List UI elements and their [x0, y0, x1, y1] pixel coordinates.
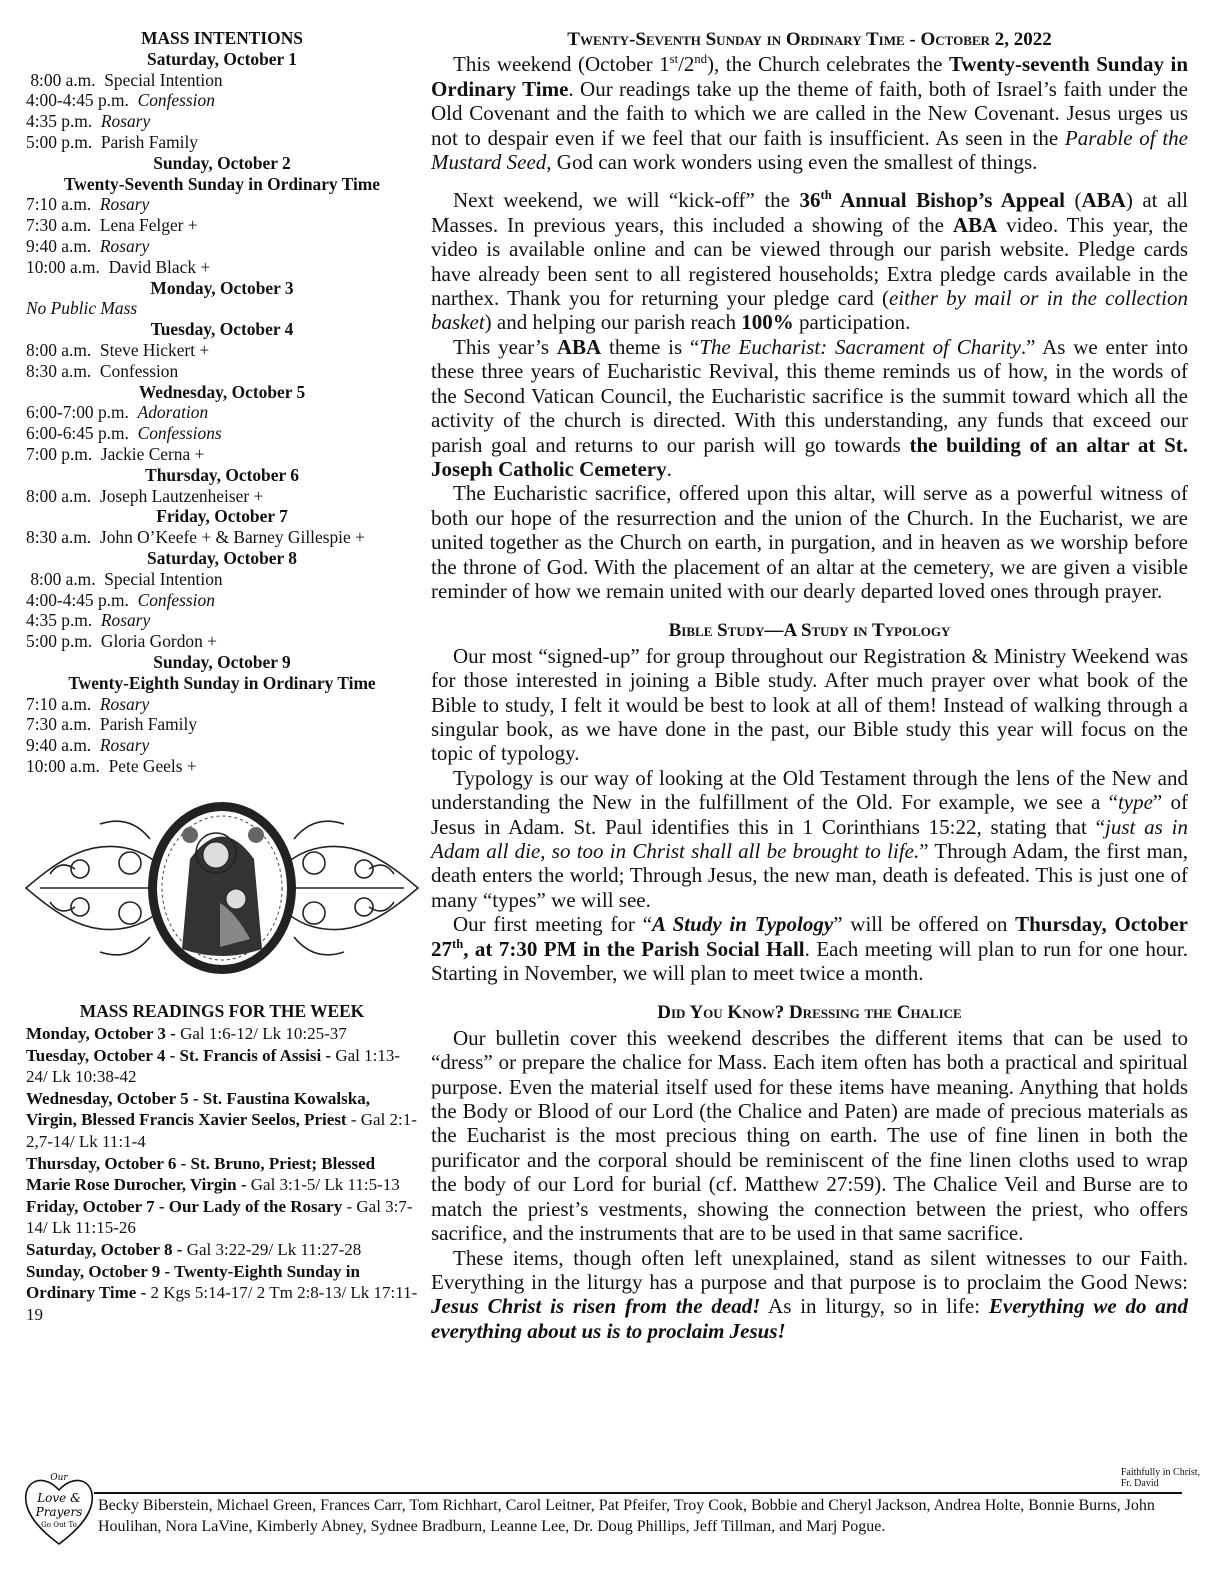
- reading-day: Friday, October 7 - Our Lady of the Rosary: [26, 1196, 343, 1216]
- intention-time: 7:30 a.m.: [26, 215, 92, 236]
- reading-refs: Gal 3:1-5/ Lk 11:5-13: [250, 1175, 400, 1195]
- reading-day: Sunday, October 9 - Twenty-Eighth Sunday in Ordinary Time -: [26, 1261, 360, 1303]
- reading-refs: Gal 1:13-24/ Lk 10:38-42: [26, 1045, 401, 1087]
- intention-time: 10:00 a.m.: [26, 755, 100, 776]
- intention-time: 7:30 a.m.: [26, 714, 92, 735]
- intention-row: [26, 298, 418, 319]
- intention-time: 8:30 a.m.: [26, 360, 92, 381]
- reading-day: Monday, October 3 -: [26, 1024, 181, 1044]
- reading-day: Wednesday, October 5 - St. Faustina Kowalska, Virgin, Blessed Francis Xavier Seelos, Priest: [26, 1088, 370, 1130]
- intention-row: [26, 111, 418, 132]
- intention-row: [26, 236, 418, 257]
- intention-row: [26, 423, 418, 444]
- intention-day-heading: Thursday, October 6: [145, 464, 299, 485]
- intention-desc: Pete Geels +: [108, 755, 197, 776]
- readings-list: [26, 1023, 418, 1325]
- intention-desc: Confession: [137, 589, 215, 610]
- intention-desc: Rosary: [99, 235, 150, 256]
- madonna-engraving: [20, 799, 424, 977]
- intention-row: [26, 444, 418, 465]
- intention-desc: Parish Family: [100, 131, 198, 152]
- reading-row: [26, 1239, 418, 1261]
- intention-desc: John O’Keefe + & Barney Gillespie +: [99, 527, 365, 548]
- intention-day-heading: Saturday, October 8: [147, 547, 297, 568]
- intention-time: 10:00 a.m.: [26, 256, 100, 277]
- svg-text:Love &: Love &: [37, 1491, 81, 1505]
- bible-paragraph-1: Our most “signed-up” for group throughout our Registration & Ministry Weekend was for those interested in joining a Bible study. After much prayer over what book of the Bible to study, I felt it would be best to look at all of them! Instead of walking through a singular book, as we have done in the past, our Bible study this year will focus on the topic of typology.: [431, 643, 1188, 766]
- intention-day-heading: Sunday, October 9: [153, 651, 291, 672]
- footer-rule: [94, 1492, 1182, 1494]
- intention-time: 8:30 a.m.: [26, 527, 92, 548]
- intention-row: [26, 402, 418, 423]
- intention-row: [26, 70, 418, 91]
- reading-row: [26, 1261, 418, 1326]
- reading-row: [26, 1196, 418, 1239]
- reading-refs: Gal 3:22-29/ Lk 11:27-28: [186, 1240, 362, 1260]
- main-article-title: Twenty-Seventh Sunday in Ordinary Time - October 2, 2022: [567, 29, 1052, 50]
- intention-time: 8:00 a.m.: [26, 339, 92, 360]
- intention-row: [26, 340, 418, 361]
- intention-row: [26, 90, 418, 111]
- signature: Faithfully in Christ, Fr. David: [1120, 1467, 1200, 1489]
- intention-time: 5:00 p.m.: [26, 631, 93, 652]
- eucharist-paragraph: The Eucharistic sacrifice, offered upon this altar, will serve as a powerful witness of both our hope of the resurrection and the union of the Church. In the Eucharist, we are united together as the Church on earth, in purgation, and in heaven as we worship before the throne of God. With the placement of an altar at the cemetery, we are given a visible reminder of how we remain united with our dearly departed loved ones through prayer.: [431, 481, 1188, 603]
- reading-row: [26, 1153, 418, 1196]
- intention-desc: Confession: [99, 360, 179, 381]
- intention-desc: Confession: [137, 90, 215, 111]
- reading-refs: - Gal 2:1-2,7-14/ Lk 11:1-4: [26, 1110, 417, 1152]
- reading-day: Thursday, October 6 - St. Bruno, Priest; Blessed Marie Rose Durocher, Virgin -: [26, 1153, 376, 1195]
- bible-paragraph-2: Typology is our way of looking at the Old Testament through the lens of the New and understanding the New in the fulfillment of the Old. For example, we see a “type” of Jesus in Adam. St. Paul identifies this in 1 Corinthians 15:22, stating that “just as in Adam all die, so too in Christ shall all be brought to life.” Through Adam, the first man, death enters the world; Through Jesus, the new man, death is defeated. This is just one of many “types” we will see.: [431, 765, 1188, 912]
- intention-time: 9:40 a.m.: [26, 735, 92, 756]
- intention-row: [26, 486, 418, 507]
- intention-desc: Special Intention: [104, 568, 223, 589]
- intention-day-heading: Sunday, October 2: [153, 152, 291, 173]
- intention-time: 8:00 a.m.: [26, 568, 96, 589]
- intention-day-heading: Monday, October 3: [150, 277, 294, 298]
- intention-time: 6:00-7:00 p.m.: [26, 402, 129, 423]
- intention-time: 9:40 a.m.: [26, 235, 92, 256]
- intention-desc: Jackie Cerna +: [100, 443, 205, 464]
- intention-row: [26, 257, 418, 278]
- intro-paragraph: This weekend (October 1st/2nd), the Church celebrates the Twenty-seventh Sunday in Ordinary Time. Our readings take up the theme of faith, both of Israel’s faith under the Old Covenant and the faith to which we are called in the New Covenant. Jesus urges us not to despair even if we feel that our faith is insufficient. As seen in the Parable of the Mustard Seed, God can work wonders using even the smallest of things.: [431, 52, 1188, 175]
- chalice-paragraph-2: These items, though often left unexplained, stand as silent witnesses to our Faith. Everything in the liturgy has a purpose and that purpose is to proclaim the Good News: Jesus Christ is risen from the dead! As in liturgy, so in life: Everything we do and everything about us is to proclaim Jesus!: [431, 1245, 1189, 1343]
- intention-desc: Rosary: [100, 610, 151, 631]
- intention-day-subtitle: Twenty-Seventh Sunday in Ordinary Time: [64, 173, 380, 194]
- intention-desc: Steve Hickert +: [99, 339, 210, 360]
- intention-row: [26, 194, 418, 215]
- intention-desc: Adoration: [137, 402, 209, 423]
- intention-desc: Confessions: [137, 423, 222, 444]
- reading-row: [26, 1045, 418, 1088]
- intention-time: 4:35 p.m.: [26, 610, 93, 631]
- intention-desc: No Public Mass: [26, 298, 138, 319]
- intention-row: [26, 569, 418, 590]
- svg-text:Prayers: Prayers: [35, 1505, 83, 1519]
- intention-time: 4:00-4:45 p.m.: [26, 90, 129, 111]
- intention-desc: Gloria Gordon +: [100, 631, 217, 652]
- intention-day-heading: Tuesday, October 4: [150, 319, 294, 340]
- reading-row: [26, 1023, 418, 1045]
- right-column: [431, 28, 1188, 1343]
- intention-row: [26, 714, 418, 735]
- intention-desc: Parish Family: [99, 714, 198, 735]
- intention-desc: Rosary: [100, 111, 151, 132]
- chalice-paragraph-1: Our bulletin cover this weekend describes the different items that can be used to “dress” or prepare the chalice for Mass. Each item often has both a practical and spiritual purpose. Even the material itself used for these items have meaning. Anything that holds the Body or Blood of our Lord (the Chalice and Paten) are made of precious materials as the Eucharist is the most precious thing on earth. The use of fine linen in both the purificator and the corporal should be reminiscent of the fine linen cloths used to wrap the body of our Lord for burial (cf. Matthew 27:59). The Chalice Veil and Burse are to match the priest’s vestments, showing the connection between the priest, who offers sacrifice, and the instruments that are to be used in that same sacrifice.: [431, 1025, 1188, 1246]
- chalice-title: Did You Know? Dressing the Chalice: [657, 1002, 962, 1024]
- mass-intentions-title: MASS INTENTIONS: [141, 28, 303, 48]
- intention-row: [26, 631, 418, 652]
- intention-time: 7:10 a.m.: [26, 693, 92, 714]
- intention-time: 4:35 p.m.: [26, 111, 93, 132]
- intention-time: 8:00 a.m.: [26, 69, 96, 90]
- reading-refs: Gal 1:6-12/ Lk 10:25-37: [180, 1024, 347, 1044]
- mass-intentions-list: [26, 49, 418, 777]
- intention-desc: Joseph Lautzenheiser +: [99, 485, 264, 506]
- reading-day: Tuesday, October 4 - St. Francis of Assisi -: [26, 1045, 336, 1065]
- intention-row: [26, 756, 418, 777]
- intention-row: [26, 735, 418, 756]
- heart-logo: [22, 1464, 96, 1548]
- intention-desc: Rosary: [99, 693, 150, 714]
- intention-day-heading: Friday, October 7: [156, 506, 288, 527]
- intention-desc: Special Intention: [104, 69, 223, 90]
- intention-row: [26, 527, 418, 548]
- intention-desc: Rosary: [99, 194, 150, 215]
- intention-time: 6:00-6:45 p.m.: [26, 423, 129, 444]
- intention-row: [26, 590, 418, 611]
- left-column: [26, 28, 418, 1325]
- intention-time: 7:00 p.m.: [26, 443, 93, 464]
- aba-theme-paragraph: This year’s ABA theme is “The Eucharist: Sacrament of Charity.” As we enter into these three years of Eucharistic Revival, this theme reminds us of how, in the words of the Second Vatican Council, the Eucharistic sacrifice is the summit toward which all the activity of the church is directed. With this understanding, any funds that exceed our parish goal and returns to our parish will go towards the building of an altar at St. Joseph Catholic Cemetery.: [431, 334, 1188, 481]
- reading-row: [26, 1088, 418, 1153]
- intention-desc: Rosary: [99, 735, 150, 756]
- intention-row: [26, 132, 418, 153]
- intention-desc: David Black +: [108, 256, 211, 277]
- reading-refs: - Gal 3:7-14/ Lk 11:15-26: [26, 1196, 413, 1238]
- readings-title: MASS READINGS FOR THE WEEK: [79, 1001, 365, 1022]
- intention-row: [26, 215, 418, 236]
- mass-readings: [26, 1001, 418, 1325]
- svg-text:Go Out To: Go Out To: [41, 1521, 77, 1529]
- intention-desc: Lena Felger +: [99, 215, 198, 236]
- bible-paragraph-3: Our first meeting for “A Study in Typology” will be offered on Thursday, October 27th, at 7:30 PM in the Parish Social Hall. Each meeting will plan to run for one hour. Starting in November, we will plan to meet twice a month.: [431, 912, 1188, 986]
- svg-text:Our: Our: [50, 1473, 68, 1483]
- intention-row: [26, 610, 418, 631]
- intention-day-subtitle: Twenty-Eighth Sunday in Ordinary Time: [68, 672, 376, 693]
- intention-day-heading: Wednesday, October 5: [138, 381, 306, 402]
- intention-day-heading: Saturday, October 1: [147, 48, 297, 69]
- prayer-names: Becky Biberstein, Michael Green, Frances Carr, Tom Richhart, Carol Leitner, Pat Pfeifer, Troy Cook, Bobbie and Cheryl Jackson, Andrea Holte, Bonnie Burns, John Houlihan, Nora LaVine, Kimberly Abney, Sydnee Bradburn, Leanne Lee, Dr. Doug Phillips, Jeff Tillman, and Marj Pogue.: [98, 1497, 1155, 1535]
- aba-paragraph: Next weekend, we will “kick-off” the 36th Annual Bishop’s Appeal (ABA) at all Masses. In previous years, this included a showing of the ABA video. This year, the video is available online and can be viewed through our parish website. Pledge cards have already been sent to all registered households; Extra pledge cards available in the narthex. Thank you for returning your pledge card (either by mail or in the collection basket) and helping our parish reach 100% participation.: [431, 188, 1188, 335]
- intention-time: 8:00 a.m.: [26, 485, 92, 506]
- bible-study-title: Bible Study—A Study in Typology: [668, 620, 951, 642]
- intention-time: 5:00 p.m.: [26, 131, 93, 152]
- reading-day: Saturday, October 8 -: [26, 1240, 187, 1260]
- intention-row: [26, 694, 418, 715]
- intention-time: 7:10 a.m.: [26, 194, 92, 215]
- prayer-list-footer: [22, 1462, 1202, 1572]
- intention-row: [26, 361, 418, 382]
- intention-time: 4:00-4:45 p.m.: [26, 589, 129, 610]
- reading-refs: 2 Kgs 5:14-17/ 2 Tm 2:8-13/ Lk 17:11-19: [26, 1283, 418, 1324]
